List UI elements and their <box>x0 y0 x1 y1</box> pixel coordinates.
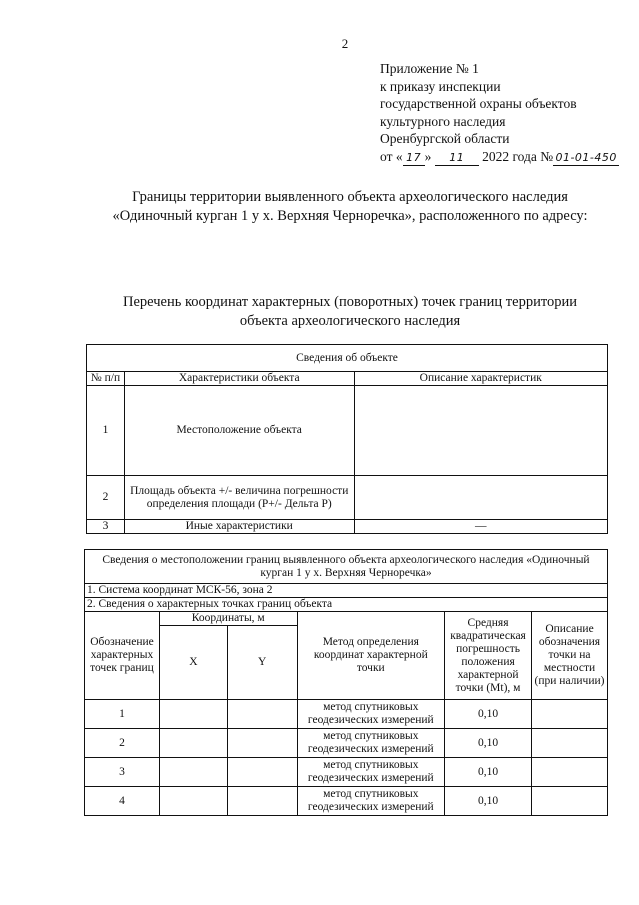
point-marking <box>532 700 608 729</box>
row-characteristic: Иные характеристики <box>124 520 354 534</box>
point-x <box>159 700 227 729</box>
list-title-line: объекта археологического наследия <box>239 313 461 329</box>
point-marking <box>532 729 608 758</box>
points-section-title: 2. Сведения о характерных точках границ объекта <box>85 598 608 612</box>
row-description <box>354 386 608 476</box>
list-title <box>60 293 639 331</box>
object-table-title: Сведения об объекте <box>87 345 608 372</box>
header-y: Y <box>227 626 297 700</box>
list-title-line: Перечень координат характерных (поворотных) точек границ территории <box>122 294 578 310</box>
point-number: 4 <box>85 787 160 816</box>
point-x <box>159 729 227 758</box>
point-method: метод спутниковых геодезических измерений <box>297 729 445 758</box>
row-characteristic: Местоположение объекта <box>124 386 354 476</box>
order-year: 2022 года № <box>482 148 554 164</box>
header-marking: Описание обозначения точки на местности (при наличии) <box>532 612 608 700</box>
title-line: Границы территории выявленного объекта археологического наследия <box>132 189 568 205</box>
document-title <box>60 188 639 226</box>
header-description: Описание характеристик <box>354 372 608 386</box>
header-number: № п/п <box>87 372 125 386</box>
boundary-table-title: Сведения о местоположении границ выявленного объекта археологического наследия «Одиночный курган 1 у х. Верхняя Черноречка» <box>85 550 608 584</box>
point-rmse: 0,10 <box>445 700 532 729</box>
point-method: метод спутниковых геодезических измерений <box>297 787 445 816</box>
point-rmse: 0,10 <box>445 729 532 758</box>
point-method: метод спутниковых геодезических измерений <box>297 700 445 729</box>
date-mid: » <box>424 148 432 164</box>
appendix-date-line <box>380 148 619 166</box>
row-characteristic: Площадь объекта +/- величина погрешности определения площади (Р+/- Дельта Р) <box>124 476 354 520</box>
row-number: 1 <box>87 386 125 476</box>
appendix-block <box>380 60 619 166</box>
point-y <box>227 700 297 729</box>
appendix-line: Оренбургской области <box>380 131 510 147</box>
header-x: X <box>159 626 227 700</box>
point-x <box>159 787 227 816</box>
date-prefix: от « <box>380 148 403 164</box>
point-number: 1 <box>85 700 160 729</box>
point-y <box>227 758 297 787</box>
order-number: 01-01-450 <box>553 151 619 166</box>
order-month: 11 <box>435 151 479 166</box>
title-line: «Одиночный курган 1 у х. Верхняя Черноречка», расположенного по адресу: <box>112 208 588 224</box>
page-number: 2 <box>341 36 349 51</box>
order-day: 17 <box>403 151 425 166</box>
boundary-points-table <box>84 549 608 816</box>
appendix-line: государственной охраны объектов <box>380 96 577 112</box>
header-point-designation: Обозначение характерных точек границ <box>85 612 160 700</box>
row-number: 3 <box>87 520 125 534</box>
point-y <box>227 787 297 816</box>
row-description <box>354 476 608 520</box>
point-x <box>159 758 227 787</box>
point-marking <box>532 758 608 787</box>
point-rmse: 0,10 <box>445 758 532 787</box>
point-marking <box>532 787 608 816</box>
point-rmse: 0,10 <box>445 787 532 816</box>
point-method: метод спутниковых геодезических измерений <box>297 758 445 787</box>
appendix-line: культурного наследия <box>380 113 506 129</box>
point-y <box>227 729 297 758</box>
appendix-line: Приложение № 1 <box>380 61 479 76</box>
coordinate-system: 1. Система координат МСК-56, зона 2 <box>85 584 608 598</box>
point-number: 3 <box>85 758 160 787</box>
object-info-table <box>86 344 608 534</box>
header-coordinates: Координаты, м <box>159 612 297 626</box>
row-number: 2 <box>87 476 125 520</box>
point-number: 2 <box>85 729 160 758</box>
row-description: — <box>354 520 608 534</box>
header-rmse: Средняя квадратическая погрешность положения характерной точки (Mt), м <box>445 612 532 700</box>
header-method: Метод определения координат характерной точки <box>297 612 445 700</box>
header-characteristic: Характеристики объекта <box>124 372 354 386</box>
appendix-line: к приказу инспекции <box>380 78 501 94</box>
